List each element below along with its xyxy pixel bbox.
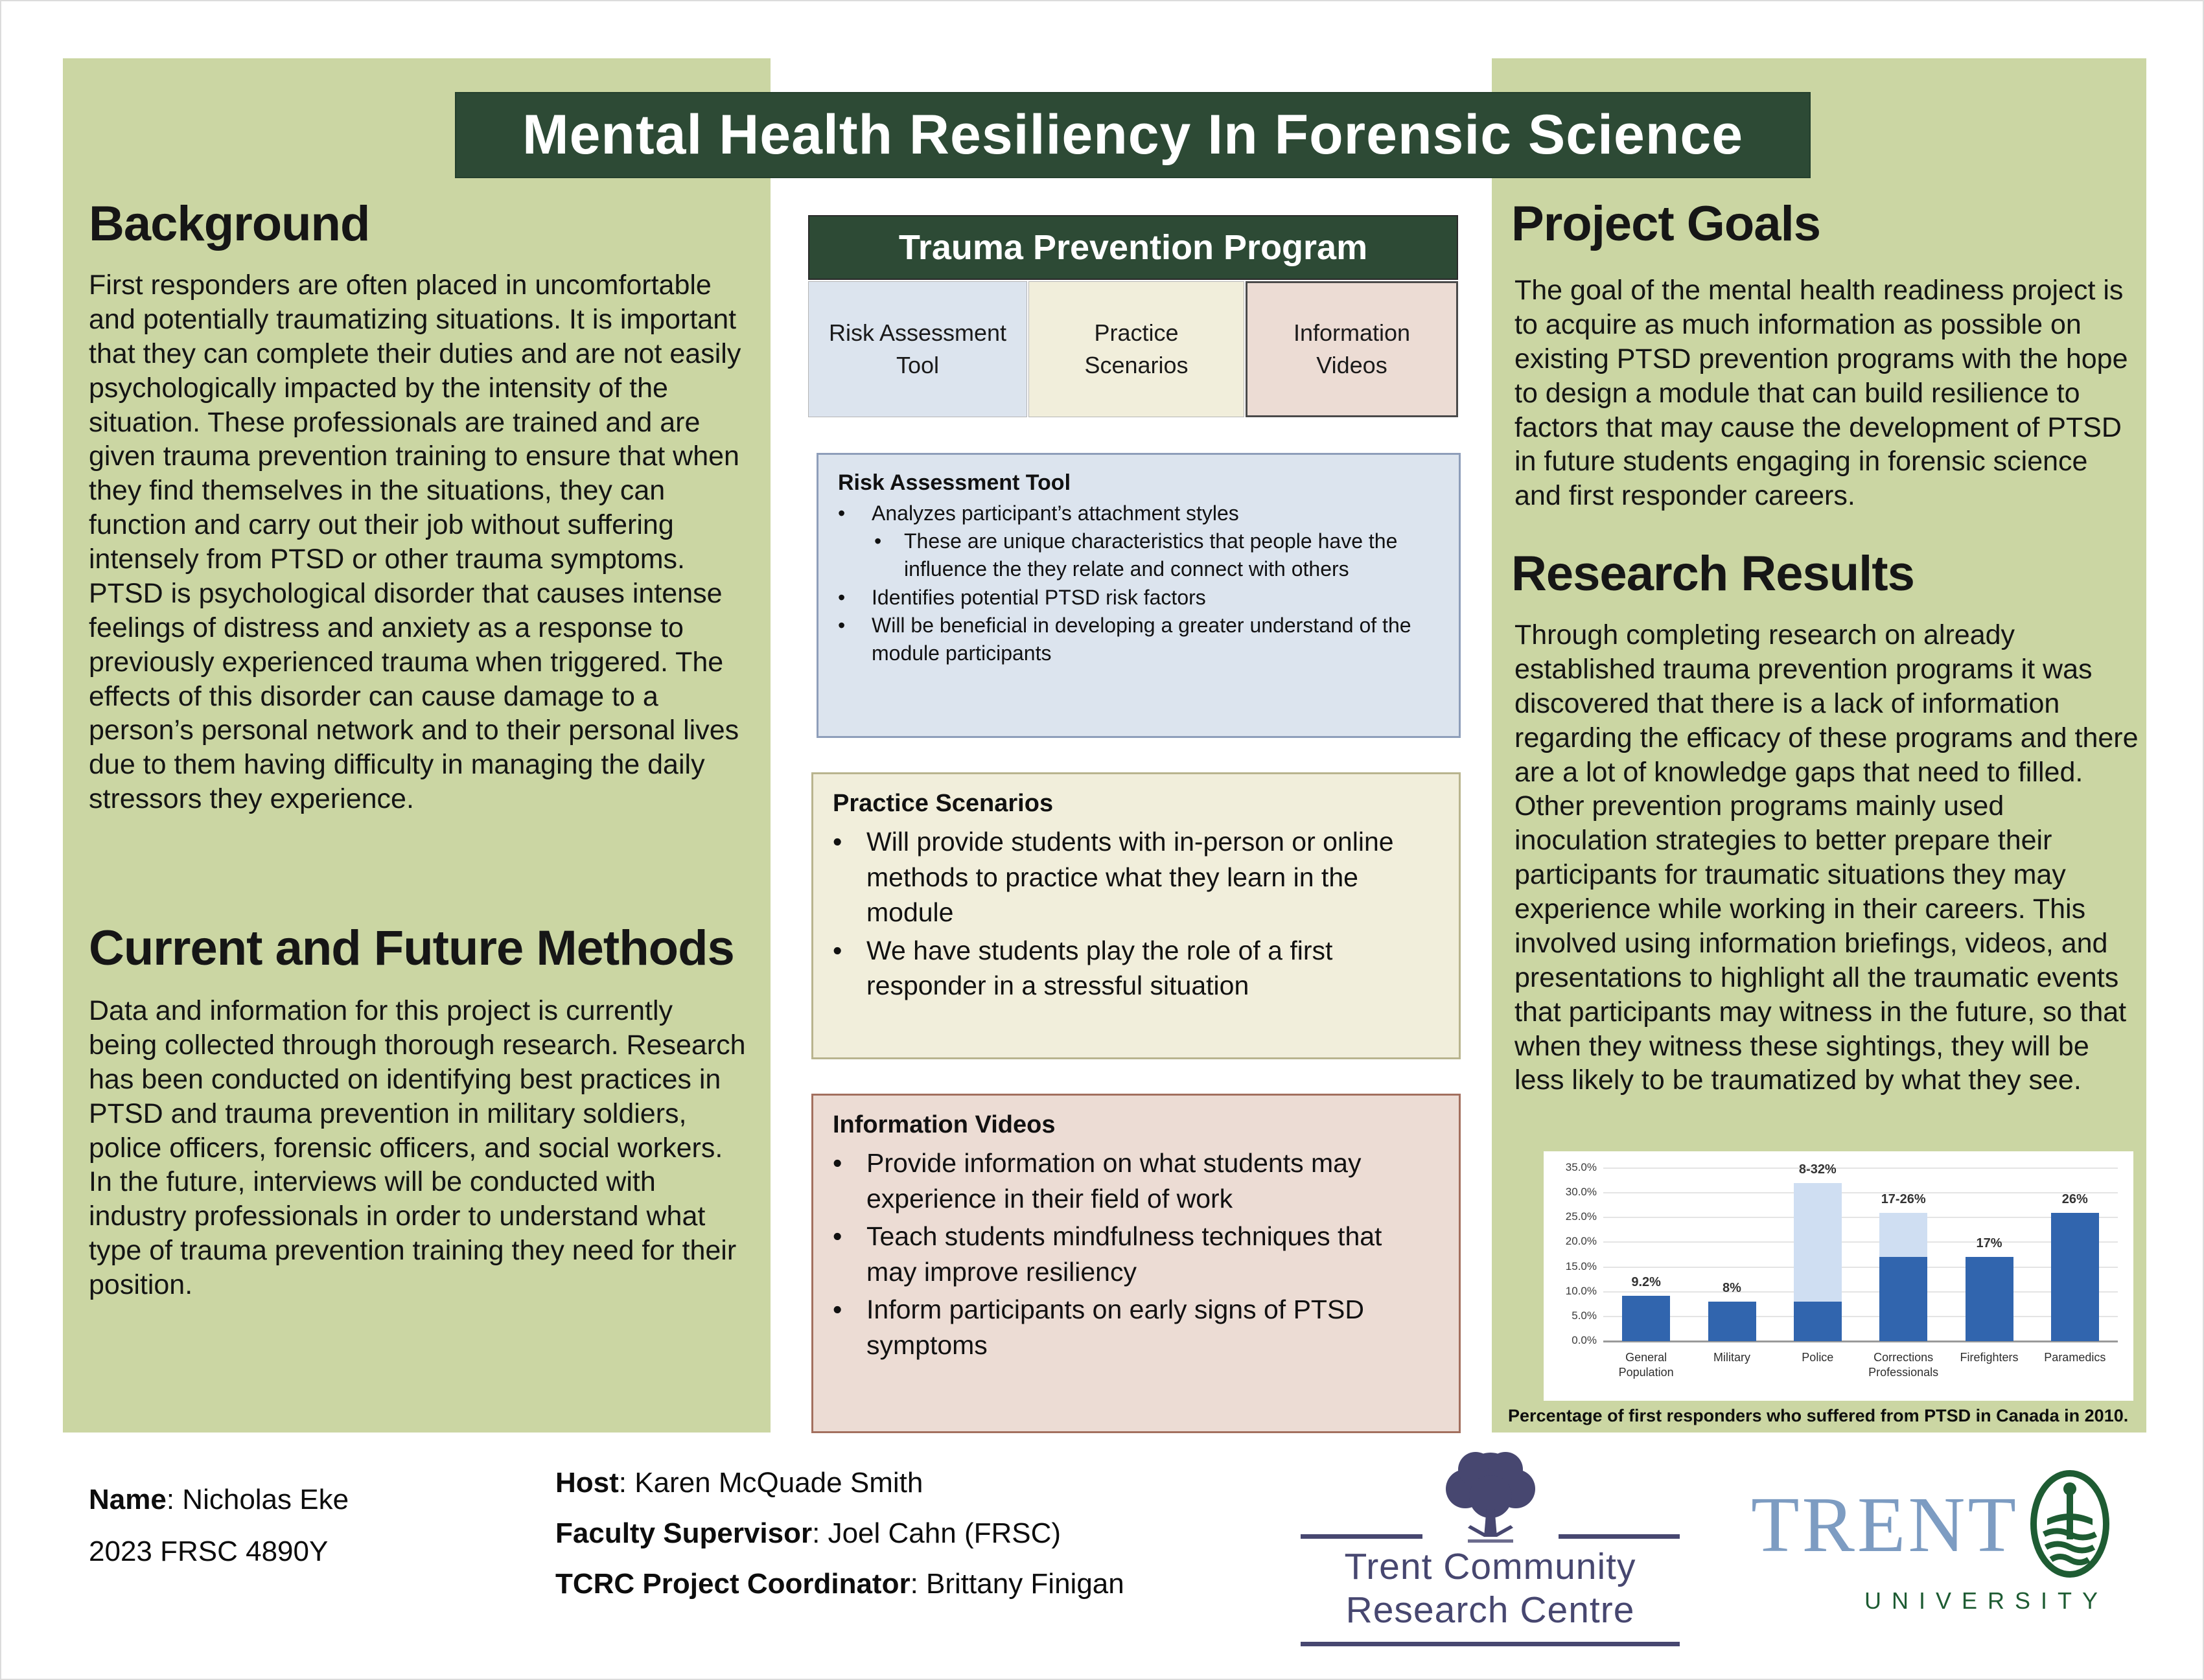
bullet-text: Analyzes participant’s attachment styles — [872, 501, 1239, 525]
host-label: Host — [555, 1467, 619, 1499]
y-axis-tick-label: 5.0% — [1572, 1309, 1597, 1322]
host-line — [555, 1467, 923, 1499]
bullet-dot: • — [833, 1221, 842, 1252]
box-heading: Practice Scenarios — [833, 790, 1054, 817]
information-videos-box — [811, 1094, 1461, 1433]
tcrc-name-line-2: Research Centre — [1345, 1589, 1635, 1631]
y-axis-tick-label: 10.0% — [1565, 1284, 1597, 1297]
goals-text: The goal of the mental health readiness project is to acquire as much information as possible on existing PTSD prevention programs with the hope to design a module that can build resilience to factors that may cause the development of PTSD in future students engaging in forensic science and first responder careers. — [1514, 275, 2128, 512]
box-heading: Information Videos — [833, 1111, 1056, 1138]
bar-data-label: 17% — [1976, 1236, 2002, 1251]
name-label: Name — [89, 1484, 167, 1515]
tcrc-coordinator-line — [555, 1568, 1124, 1600]
gridline — [1603, 1168, 2118, 1169]
bar-data-label: 8-32% — [1798, 1162, 1837, 1177]
bar-segment-upper-range — [1794, 1183, 1842, 1302]
tcrc-left-rule — [1301, 1534, 1422, 1539]
tcrc-logo — [1301, 1445, 1680, 1646]
y-axis-tick-label: 25.0% — [1565, 1210, 1597, 1223]
bar-segment-lower — [1794, 1302, 1842, 1341]
title-banner — [455, 92, 1811, 178]
bar-segment-lower — [1622, 1296, 1670, 1341]
y-axis-tick-label: 15.0% — [1565, 1260, 1597, 1272]
y-axis-tick-label: 0.0% — [1572, 1334, 1597, 1346]
x-axis-line — [1603, 1341, 2118, 1342]
trent-university-logo — [1751, 1467, 2172, 1615]
bullet-dot: • — [838, 613, 846, 637]
bullet-text: Inform participants on early signs of PTSD symptoms — [866, 1295, 1364, 1360]
bullet-text: These are unique characteristics that people have the influence the they relate and connect with others — [904, 529, 1398, 581]
y-axis-tick-label: 35.0% — [1565, 1161, 1597, 1173]
methods-heading: Current and Future Methods — [89, 921, 734, 976]
box-heading: Risk Assessment Tool — [838, 470, 1071, 495]
tree-icon — [1422, 1445, 1559, 1545]
bar-segment-lower — [1708, 1302, 1756, 1341]
gridline — [1603, 1316, 2118, 1317]
bar-data-label: 17-26% — [1881, 1191, 1926, 1206]
faculty-supervisor-line — [555, 1517, 1061, 1550]
bullet-dot: • — [838, 585, 846, 609]
faculty-supervisor-label: Faculty Supervisor — [555, 1517, 813, 1549]
gridline — [1603, 1291, 2118, 1293]
chart-caption: Percentage of first responders who suffered from PTSD in Canada in 2010. — [1508, 1406, 2129, 1425]
sub-bullet-item — [874, 527, 1439, 583]
faculty-supervisor-value: : Joel Cahn (FRSC) — [812, 1517, 1061, 1549]
course-code: 2023 FRSC 4890Y — [89, 1536, 329, 1567]
bullet-item — [833, 1219, 1439, 1289]
gridline — [1603, 1217, 2118, 1218]
tcrc-tree-row — [1301, 1445, 1680, 1545]
y-axis-tick-label: 30.0% — [1565, 1186, 1597, 1199]
bullet-item — [833, 1292, 1439, 1363]
bar-segment-lower — [1966, 1257, 2013, 1341]
bullet-dot: • — [833, 1148, 842, 1178]
goals-heading: Project Goals — [1511, 196, 1820, 251]
x-axis-category-label: Paramedics — [2044, 1351, 2106, 1364]
bullet-dot: • — [833, 1295, 842, 1325]
name-value: : Nicholas Eke — [166, 1484, 349, 1515]
trent-crest-icon — [2028, 1467, 2112, 1583]
box-bullet-list — [833, 1145, 1439, 1363]
x-axis-category-label: Firefighters — [1960, 1351, 2019, 1364]
bullet-text: Identifies potential PTSD risk factors — [872, 585, 1206, 609]
bar-segment-lower — [2051, 1213, 2099, 1341]
bullet-item — [833, 933, 1439, 1004]
box-bullet-list — [833, 824, 1439, 1004]
bullet-dot: • — [833, 827, 842, 857]
bullet-dot: • — [874, 529, 882, 553]
risk-assessment-tool-box — [817, 453, 1461, 738]
bullet-text: Teach students mindfulness techniques that may improve resiliency — [866, 1221, 1382, 1287]
bar-data-label: 9.2% — [1631, 1274, 1661, 1289]
poster-title: Mental Health Resiliency In Forensic Science — [522, 104, 1744, 166]
bullet-text: Will provide students with in-person or online methods to practice what they learn in the module — [866, 827, 1394, 928]
background-text: First responders are often placed in uncomfortable and potentially traumatizing situations. It is important that they can complete their duties and are not easily psychologically impacted by the intensity of the situation. These professionals are trained and are given trauma prevention training to ensure that when they find themselves in the situations, they can function and carry out their job without suffering intensely from PTSD or other trauma symptoms. PTSD is psychological disorder that causes intense feelings of distress and anxiety as a response to previously experienced trauma when triggered. The effects of this disorder can cause damage to a person’s personal network and to their personal lives due to them having difficulty in managing the daily stressors they experience. — [89, 270, 741, 815]
methods-text: Data and information for this project is currently being collected through thorough research. Research has been conducted on identifying best practices in PTSD and trauma prevention in military soldiers, police officers, forensic officers, and social workers. In the future, interviews will be conducted with industry professionals in order to understand what type of trauma prevention training they need for their position. — [89, 995, 746, 1300]
program-title: Trauma Prevention Program — [898, 228, 1368, 267]
tcrc-coordinator-label: TCRC Project Coordinator — [555, 1568, 911, 1600]
trent-university-label: UNIVERSITY — [1864, 1587, 2109, 1614]
bullet-text: We have students play the role of a first responder in a stressful situation — [866, 935, 1333, 1001]
results-text: Through completing research on already established trauma prevention programs it was discovered that there is a lack of information regarding the efficacy of these programs and there are a lot of knowledge gaps that need to filled. Other prevention programs mainly used inoculation strategies to better prepare their participants for traumatic situations they may experience while working in their careers. This involved using information briefings, videos, and presentations to highlight all the traumatic events that participants may witness in the future, so that when they witness these sightings, they will be less likely to be traumatized by what they see. — [1514, 619, 2139, 1096]
student-name-line — [89, 1484, 349, 1516]
gridline — [1603, 1241, 2118, 1243]
bullet-dot: • — [838, 501, 846, 525]
tab-information-videos: Information Videos — [1246, 281, 1458, 417]
tab-risk-assessment-tool: Risk Assessment Tool — [808, 281, 1027, 417]
bar-data-label: 26% — [2061, 1191, 2088, 1206]
bullet-item — [833, 1145, 1439, 1216]
tcrc-coordinator-value: : Brittany Finigan — [910, 1568, 1124, 1600]
host-value: : Karen McQuade Smith — [618, 1467, 923, 1499]
box-bullet-list — [838, 500, 1439, 667]
bullet-text: Provide information on what students may experience in their field of work — [866, 1148, 1362, 1214]
tcrc-bottom-rule — [1301, 1642, 1680, 1646]
tab-practice-scenarios: Practice Scenarios — [1028, 281, 1244, 417]
x-axis-category-label: Police — [1802, 1351, 1834, 1364]
gridline — [1603, 1267, 2118, 1268]
bar-segment-upper-range — [1879, 1213, 1927, 1258]
x-axis-category-label: General Population — [1618, 1351, 1674, 1379]
background-heading: Background — [89, 196, 370, 251]
bullet-text: Will be beneficial in developing a greater understand of the module participants — [872, 613, 1411, 665]
ptsd-bar-chart — [1544, 1151, 2133, 1401]
bullet-item — [838, 612, 1439, 667]
bullet-item — [838, 584, 1439, 612]
tcrc-name-line-1: Trent Community — [1344, 1546, 1636, 1587]
bullet-item — [833, 824, 1439, 930]
results-heading: Research Results — [1511, 546, 1914, 601]
practice-scenarios-box — [811, 772, 1461, 1059]
bar-data-label: 8% — [1723, 1280, 1741, 1295]
tcrc-right-rule — [1559, 1534, 1680, 1539]
trent-wordmark: TRENT — [1751, 1481, 2019, 1569]
x-axis-category-label: Military — [1713, 1351, 1750, 1364]
program-header — [808, 215, 1458, 280]
bullet-item — [838, 500, 1439, 527]
y-axis-tick-label: 20.0% — [1565, 1235, 1597, 1248]
x-axis-category-label: Corrections Professionals — [1868, 1351, 1939, 1379]
bar-segment-lower — [1879, 1257, 1927, 1341]
bullet-dot: • — [833, 935, 842, 965]
